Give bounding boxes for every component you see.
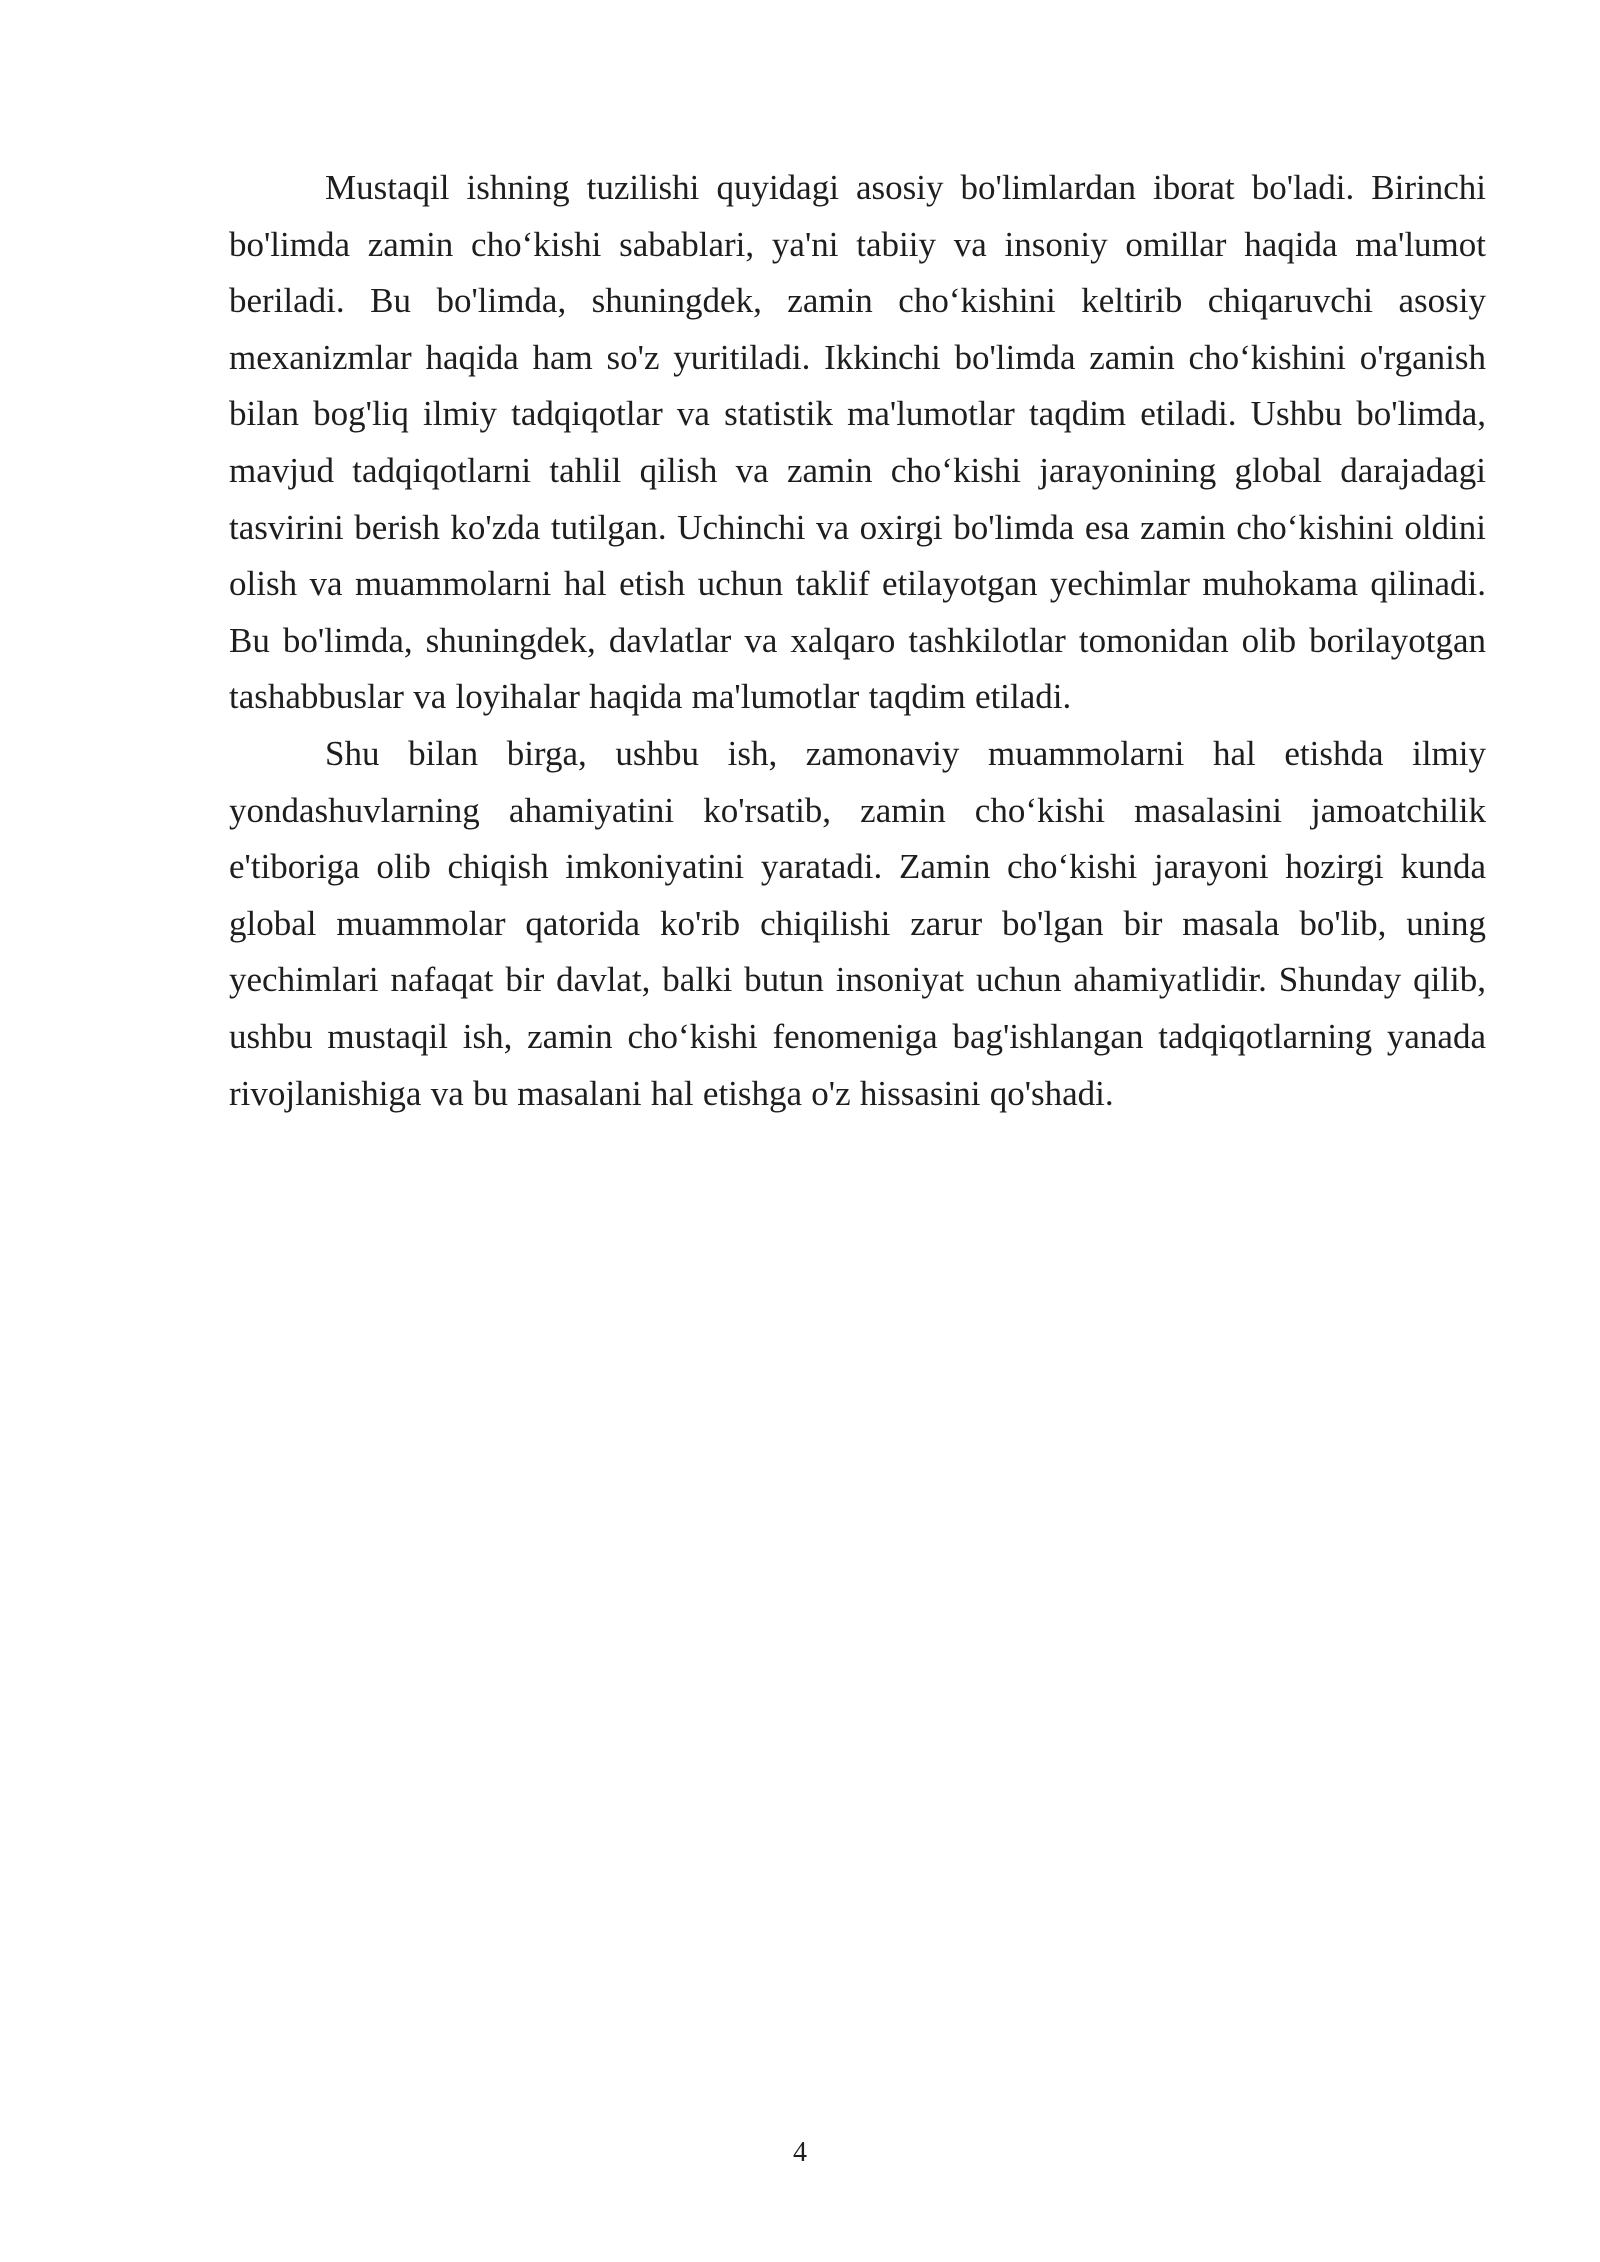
paragraph-significance: Shu bilan birga, ushbu ish, zamonaviy muammolarni hal etishda ilmiy yondashuvlarning ahamiyatini ko'rsatib, zamin cho‘kishi masalasini jamoatchilik e'tiboriga olib chiqish imkoniyatini yaratadi. Zamin cho‘kishi jarayoni hozirgi kunda global muammolar qatorida ko'rib chiqilishi zarur bo'lgan bir masala bo'lib, uning yechimlari nafaqat bir davlat, balki butun insoniyat uchun ahamiyatlidir. Shunday qilib, ushbu mustaqil ish, zamin cho‘kishi fenomeniga bag'ishlangan tadqiqotlarning yanada rivojlanishiga va bu masalani hal etishga o'z hissasini qo'shadi. — [229, 733, 1486, 1113]
page-number: 4 — [793, 2137, 807, 2168]
paragraph-structure: Mustaqil ishning tuzilishi quyidagi asosiy bo'limlardan iborat bo'ladi. Birinchi bo'limda zamin cho‘kishi sabablari, ya'ni tabiiy va insoniy omillar haqida ma'lumot beriladi. Bu bo'limda, shuningdek, zamin cho‘kishini keltirib chiqaruvchi asosiy mexanizmlar haqida ham so'z yuritiladi. Ikkinchi bo'limda zamin cho‘kishini o'rganish bilan bog'liq ilmiy tadqiqotlar va statistik ma'lumotlar taqdim etiladi. Ushbu bo'limda, mavjud tadqiqotlarni tahlil qilish va zamin cho‘kishi jarayonining global darajadagi tasvirini berish ko'zda tutilgan. Uchinchi va oxirgi bo'limda esa zamin cho‘kishini oldini olish va muammolarni hal etish uchun taklif etilayotgan yechimlar muhokama qilinadi. Bu bo'limda, shuningdek, davlatlar va xalqaro tashkilotlar tomonidan olib borilayotgan tashabbuslar va loyihalar haqida ma'lumotlar taqdim etiladi. — [229, 168, 1486, 717]
body-text — [229, 160, 1486, 1122]
